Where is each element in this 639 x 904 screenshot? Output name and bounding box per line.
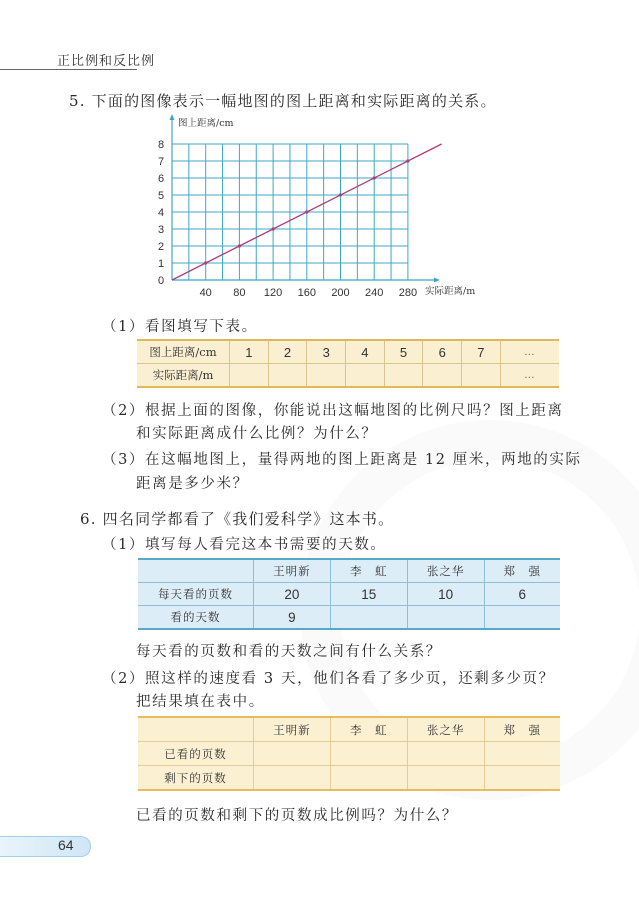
- chart-ticks: [158, 139, 417, 299]
- svg-text:6: 6: [158, 173, 165, 185]
- column-header: 王明新: [254, 717, 331, 742]
- table-cell: 2: [268, 340, 307, 364]
- x-axis-label: 实际距离/m: [425, 286, 476, 297]
- q5-sub2-line1: （2）根据上面的图像，你能说出这幅地图的比例尺吗？图上距离: [102, 403, 564, 419]
- chart-grid: [172, 144, 408, 280]
- page-number: 64: [58, 837, 74, 853]
- q5-sub3-line1: （3）在这幅地图上，量得两地的图上距离是 12 厘米，两地的实际: [102, 452, 582, 468]
- q6-sub2-line1: （2）照这样的速度看 3 天，他们各看了多少页，还剩多少页？: [102, 671, 555, 687]
- answer-cell[interactable]: [462, 364, 501, 388]
- page-number-tab: [0, 836, 91, 857]
- svg-text:5: 5: [158, 190, 165, 202]
- answer-cell[interactable]: [484, 606, 560, 630]
- table-cell: 5: [384, 340, 423, 364]
- column-header: 张之华: [407, 717, 484, 742]
- table-row: [138, 583, 560, 606]
- svg-text:240: 240: [365, 287, 384, 299]
- column-header: 王明新: [254, 559, 331, 583]
- column-header: 郑 强: [484, 559, 560, 583]
- answer-cell[interactable]: [484, 766, 560, 791]
- row-label: 已看的页数: [138, 742, 254, 766]
- table-header-row: [138, 717, 560, 742]
- ellipsis-cell: …: [500, 364, 559, 388]
- svg-text:2: 2: [158, 241, 165, 253]
- table-cell: 6: [484, 583, 560, 606]
- answer-cell[interactable]: [407, 766, 484, 791]
- answer-cell[interactable]: [254, 766, 331, 791]
- svg-text:4: 4: [158, 207, 165, 219]
- section-title: 正比例和反比例: [57, 54, 156, 69]
- table-row: [138, 766, 560, 791]
- q6-question2: 已看的页数和剩下的页数成比例吗？为什么？: [136, 808, 458, 824]
- q5-sub2-line2: 和实际距离成什么比例？为什么？: [136, 426, 378, 442]
- table-cell: 6: [423, 340, 462, 364]
- answer-cell[interactable]: [268, 364, 307, 388]
- svg-text:120: 120: [263, 287, 283, 299]
- answer-cell[interactable]: [330, 606, 407, 630]
- column-header: 张之华: [407, 559, 484, 583]
- svg-text:280: 280: [398, 287, 418, 299]
- distance-chart: [140, 110, 500, 310]
- answer-cell[interactable]: [407, 742, 484, 766]
- row-label: 剩下的页数: [138, 766, 254, 791]
- q5-prompt: 5. 下面的图像表示一幅地图的图上距离和实际距离的关系。: [69, 92, 497, 110]
- q5-sub1: （1）看图填写下表。: [102, 319, 258, 335]
- table-row: [137, 340, 559, 364]
- header-rule: [0, 69, 137, 70]
- column-header: 郑 强: [484, 717, 560, 742]
- table-cell: 20: [254, 583, 331, 606]
- answer-cell[interactable]: [407, 606, 484, 630]
- answer-cell[interactable]: [330, 742, 407, 766]
- table-cell: 15: [330, 583, 407, 606]
- q6-sub1: （1）填写每人看完这本书需要的天数。: [102, 537, 387, 553]
- q5-sub3-line2: 距离是多少米？: [136, 476, 249, 492]
- row-label: 每天看的页数: [138, 583, 254, 606]
- table-row: [138, 606, 560, 630]
- svg-text:200: 200: [331, 287, 350, 299]
- row-label: 看的天数: [138, 606, 254, 630]
- corner-cell: [138, 559, 254, 583]
- answer-cell[interactable]: [254, 742, 331, 766]
- svg-text:160: 160: [297, 287, 316, 299]
- svg-text:1: 1: [158, 258, 165, 270]
- table-cell: 10: [407, 583, 484, 606]
- corner-cell: [138, 717, 254, 742]
- ellipsis-cell: …: [500, 340, 559, 364]
- column-header: 李 虹: [330, 559, 407, 583]
- row-label: 图上距离/cm: [137, 340, 230, 364]
- q6-sub2-line2: 把结果填在表中。: [136, 694, 265, 710]
- q6-prompt: 6. 四名同学都看了《我们爱科学》这本书。: [80, 510, 395, 528]
- answer-cell[interactable]: [330, 766, 407, 791]
- table-row: [138, 742, 560, 766]
- table-row: [137, 364, 559, 388]
- answer-cell[interactable]: [307, 364, 346, 388]
- q6-table2: [138, 716, 560, 791]
- table-header-row: [138, 559, 560, 583]
- table-cell: 7: [462, 340, 501, 364]
- column-header: 李 虹: [330, 717, 407, 742]
- table-cell: 1: [230, 340, 269, 364]
- svg-text:0: 0: [158, 275, 165, 287]
- svg-text:40: 40: [199, 287, 212, 299]
- answer-cell[interactable]: [423, 364, 462, 388]
- table-cell: 9: [254, 606, 331, 630]
- q6-question1: 每天看的页数和看的天数之间有什么关系？: [136, 644, 442, 660]
- answer-cell[interactable]: [484, 742, 560, 766]
- answer-cell[interactable]: [346, 364, 385, 388]
- y-axis-label: 图上距离/cm: [178, 118, 234, 129]
- svg-text:80: 80: [233, 287, 246, 299]
- svg-text:3: 3: [158, 224, 165, 236]
- q6-table1: [138, 558, 560, 630]
- row-label: 实际距离/m: [137, 364, 230, 388]
- answer-cell[interactable]: [230, 364, 269, 388]
- svg-text:7: 7: [158, 156, 165, 168]
- table-cell: 4: [346, 340, 385, 364]
- chart-axes: [170, 114, 440, 283]
- q5-table: [137, 339, 559, 388]
- answer-cell[interactable]: [384, 364, 423, 388]
- svg-text:8: 8: [158, 139, 165, 151]
- table-cell: 3: [307, 340, 346, 364]
